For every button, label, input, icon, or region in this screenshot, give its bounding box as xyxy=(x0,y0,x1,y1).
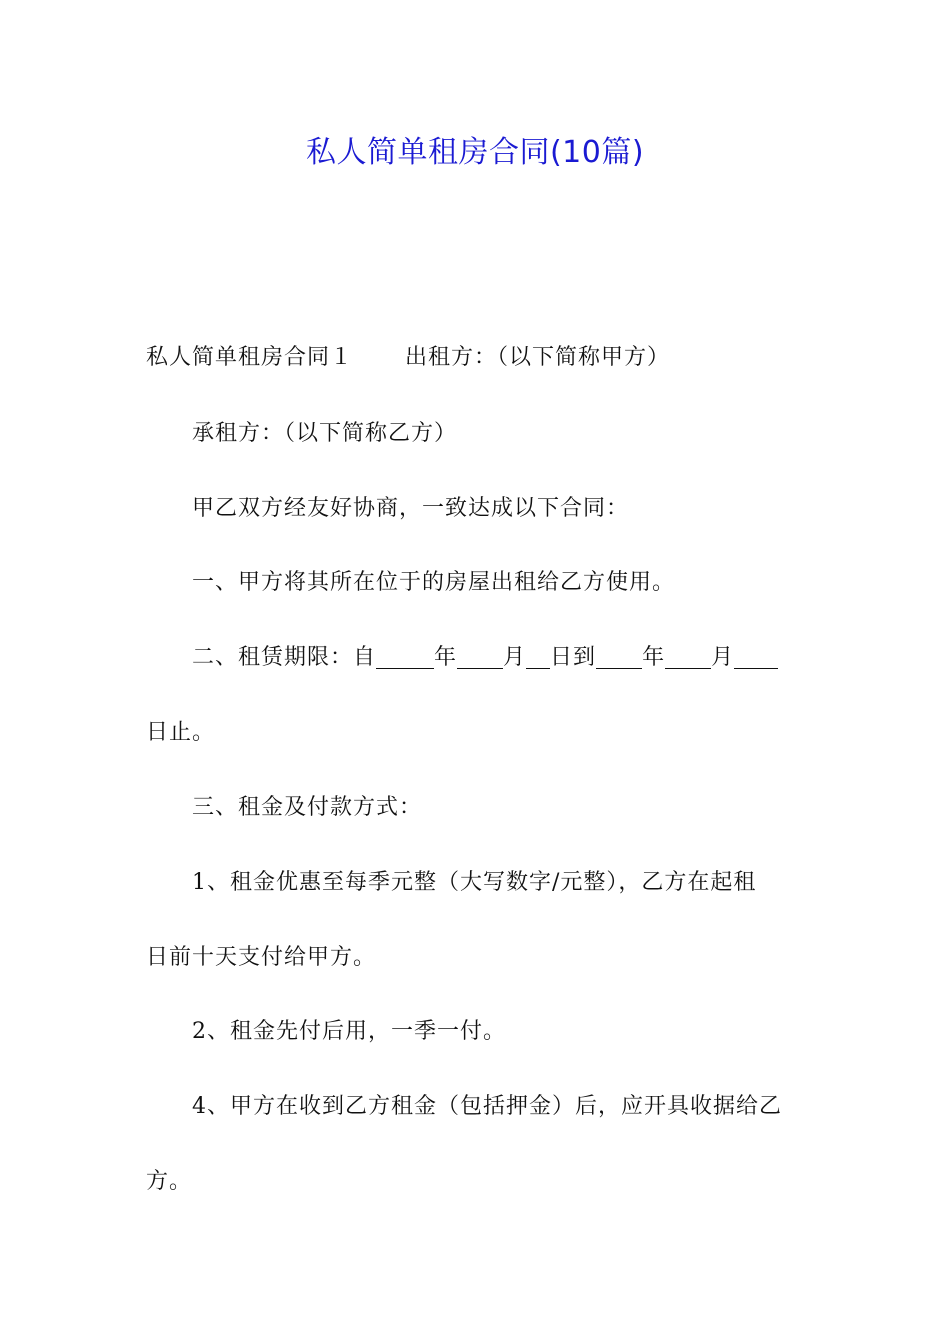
item-1-line-2: 日前十天支付给甲方。 xyxy=(146,945,377,970)
blank-day-start xyxy=(526,666,550,669)
item-1-line-1: 1、租金优惠至每季元整（大写数字/元整），乙方在起租 xyxy=(192,870,757,895)
month-label: 月 xyxy=(503,645,527,670)
clause-3: 三、租金及付款方式： xyxy=(192,795,423,820)
clause-2-prefix: 二、租赁期限：自 xyxy=(192,645,377,670)
contract-heading-line xyxy=(146,338,670,378)
contract-subheading: 私人简单租房合同１ xyxy=(146,345,354,370)
day-to-label: 日到 xyxy=(550,645,597,670)
tenant-line: 承租方：（以下简称乙方） xyxy=(192,421,458,446)
landlord-label: 出租方：（以下简称甲方） xyxy=(405,345,671,370)
item-2: 2、租金先付后用，一季一付。 xyxy=(192,1019,506,1044)
item-4-line-2: 方。 xyxy=(146,1169,193,1194)
clause-1: 一、甲方将其所在位于的房屋出租给乙方使用。 xyxy=(192,570,676,595)
month-label-end: 月 xyxy=(711,645,735,670)
intro-paragraph: 甲乙双方经友好协商，一致达成以下合同： xyxy=(192,496,630,521)
clause-2-line xyxy=(192,638,778,678)
year-label-end: 年 xyxy=(642,645,666,670)
blank-month-start xyxy=(457,666,503,669)
blank-day-end xyxy=(734,666,778,669)
blank-year-start xyxy=(376,666,434,669)
clause-2-end: 日止。 xyxy=(146,720,216,745)
document-title: 私人简单租房合同(10篇) xyxy=(305,135,645,170)
item-4-line-1: 4、甲方在收到乙方租金（包括押金）后，应开具收据给乙 xyxy=(192,1094,782,1119)
blank-year-end xyxy=(596,666,642,669)
blank-month-end xyxy=(665,666,711,669)
year-label: 年 xyxy=(434,645,458,670)
